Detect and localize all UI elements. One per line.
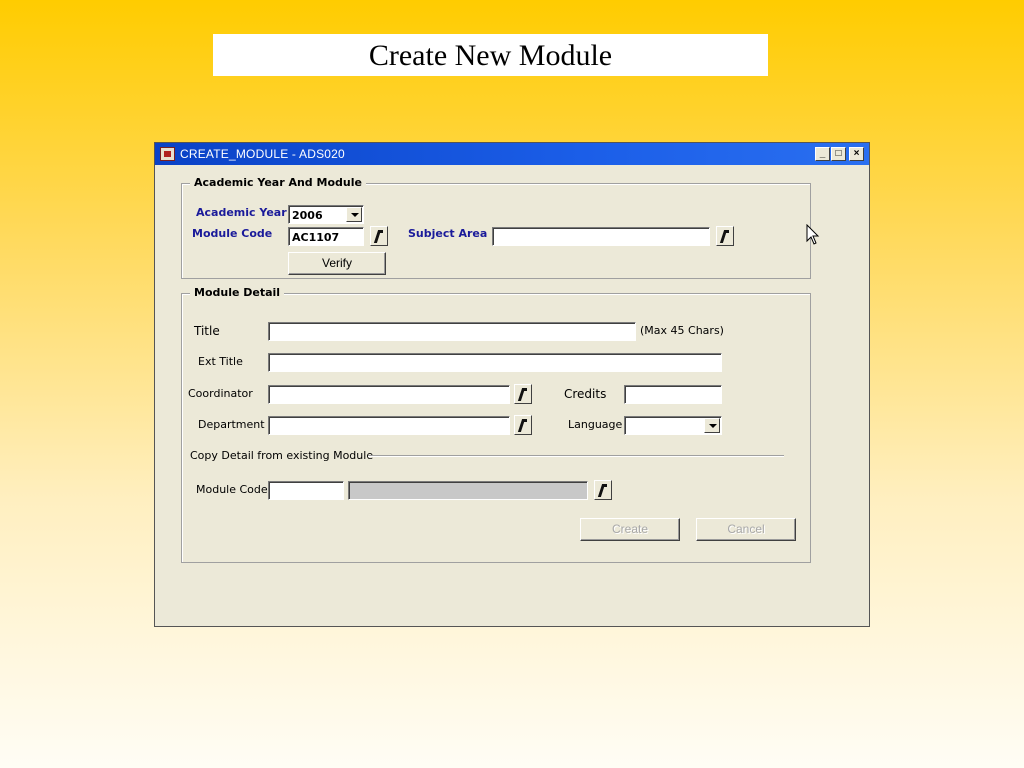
module-code-label: Module Code	[192, 227, 273, 240]
ext-title-input[interactable]	[268, 353, 722, 372]
coordinator-lov-icon[interactable]	[514, 384, 532, 404]
copy-detail-label: Copy Detail from existing Module	[190, 449, 374, 462]
language-select[interactable]	[624, 416, 722, 435]
credits-input[interactable]	[624, 385, 722, 404]
subject-area-lov-icon[interactable]	[716, 226, 734, 246]
copy-module-lov-icon[interactable]	[594, 480, 612, 500]
module-code-input[interactable]: AC1107	[288, 227, 364, 246]
verify-button[interactable]: Verify	[288, 252, 386, 275]
copy-module-description	[348, 481, 588, 500]
subject-area-label: Subject Area	[408, 227, 488, 240]
window-titlebar[interactable]	[155, 143, 869, 165]
department-input[interactable]	[268, 416, 510, 435]
coordinator-input[interactable]	[268, 385, 510, 404]
academic-year-module-group	[181, 176, 811, 279]
module-detail-legend: Module Detail	[190, 286, 284, 299]
chevron-down-icon[interactable]	[346, 207, 362, 222]
window-title: CREATE_MODULE - ADS020	[180, 147, 345, 161]
academic-year-value: 2006	[292, 209, 323, 222]
mouse-pointer-icon	[806, 224, 820, 246]
close-button[interactable]: ×	[849, 147, 864, 161]
copy-module-code-input[interactable]	[268, 481, 344, 500]
academic-year-label: Academic Year	[196, 206, 287, 219]
title-label: Title	[194, 324, 220, 338]
copy-module-code-label: Module Code	[196, 483, 268, 496]
department-lov-icon[interactable]	[514, 415, 532, 435]
form-app-icon	[160, 147, 175, 161]
credits-label: Credits	[564, 387, 607, 401]
department-label: Department	[198, 418, 265, 431]
minimize-button[interactable]: _	[815, 147, 830, 161]
copy-detail-separator	[368, 455, 784, 457]
title-input[interactable]	[268, 322, 636, 341]
module-detail-group	[181, 286, 811, 563]
title-hint: (Max 45 Chars)	[640, 324, 724, 337]
ext-title-label: Ext Title	[198, 355, 243, 368]
academic-year-select[interactable]	[288, 205, 364, 224]
cancel-button[interactable]: Cancel	[696, 518, 796, 541]
create-button[interactable]: Create	[580, 518, 680, 541]
academic-group-legend: Academic Year And Module	[190, 176, 366, 189]
subject-area-input[interactable]	[492, 227, 710, 246]
module-code-lov-icon[interactable]	[370, 226, 388, 246]
maximize-button[interactable]: □	[831, 147, 846, 161]
create-module-window	[154, 142, 870, 627]
coordinator-label: Coordinator	[188, 387, 253, 400]
language-label: Language	[568, 418, 623, 431]
chevron-down-icon[interactable]	[704, 418, 720, 433]
slide-title: Create New Module	[213, 34, 768, 76]
